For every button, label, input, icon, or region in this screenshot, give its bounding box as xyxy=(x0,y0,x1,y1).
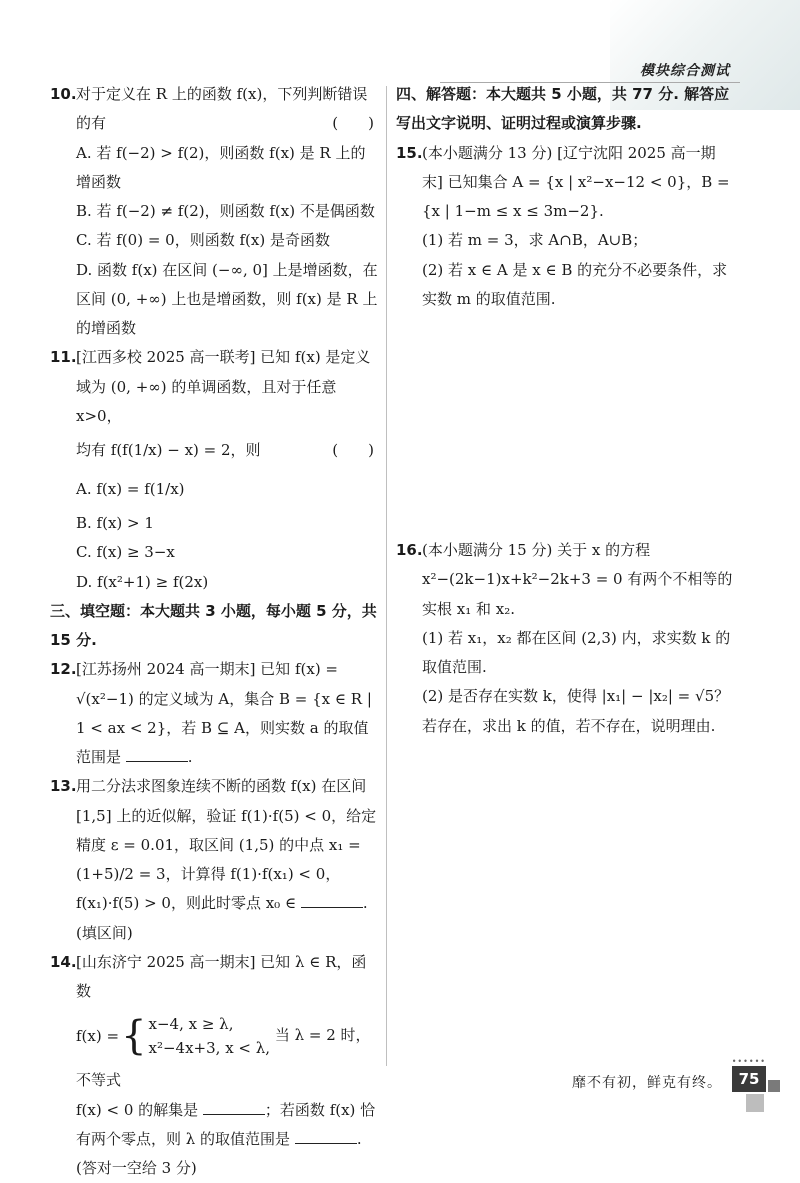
page-decoration xyxy=(746,1094,764,1112)
section-fill-blank-heading: 三、填空题：本大题共 3 小题，每小题 5 分，共 15 分. xyxy=(50,601,377,649)
option-c: C. f(x) ≥ 3−x xyxy=(76,543,175,562)
question-end: . (填区间) xyxy=(76,894,368,942)
right-column xyxy=(396,80,734,741)
question-10 xyxy=(50,80,380,139)
question-stem: [江苏扬州 2024 高一期末] 已知 f(x) = √(x²−1) 的定义域为 A，集合 B = {x ∈ R | 1 < ax < 2}，若 B ⊆ A，则实数 a 的取值范围是 xyxy=(76,660,372,766)
question-stem: (本小题满分 13 分) [辽宁沈阳 2025 高一期末] 已知集合 A = {x | x²−x−12 < 0}，B = {x | 1−m ≤ x ≤ 3m−2}. xyxy=(422,143,730,220)
question-16 xyxy=(396,536,734,624)
question-stem: 对于定义在 R 上的函数 f(x)，下列判断错误的有 xyxy=(76,85,368,133)
function-name: f(x) = xyxy=(76,1026,120,1045)
page-dots: •••••• xyxy=(731,1057,766,1066)
sub-question-1: (1) 若 m = 3，求 A∩B，A∪B； xyxy=(422,231,648,250)
question-part-1: f(x) < 0 的解集是 xyxy=(76,1100,199,1119)
answer-bracket: ( ) xyxy=(332,441,374,459)
question-11-condition xyxy=(50,431,380,470)
module-title: 模块综合测试 xyxy=(640,63,730,79)
question-number: 13. xyxy=(50,777,77,796)
column-divider xyxy=(386,86,387,1066)
answer-blank-2[interactable] xyxy=(295,1129,357,1144)
page-decoration xyxy=(768,1080,780,1092)
sub-question-2: (2) 若 x ∈ A 是 x ∈ B 的充分不必要条件，求实数 m 的取值范围. xyxy=(422,260,728,308)
question-stem: [山东济宁 2025 高一期末] 已知 λ ∈ R，函数 xyxy=(76,952,367,1000)
option-b: B. 若 f(−2) ≠ f(2)，则函数 f(x) 不是偶函数 xyxy=(76,202,375,220)
option-b: B. f(x) > 1 xyxy=(76,514,154,532)
question-stem-2: 均有 f(f(1/x) − x) = 2，则 xyxy=(76,441,261,459)
answer-space[interactable] xyxy=(396,314,734,536)
answer-blank[interactable] xyxy=(126,747,188,762)
question-number: 11. xyxy=(50,348,77,367)
question-number: 12. xyxy=(50,660,77,679)
brace-symbol: { xyxy=(121,1013,147,1060)
question-12 xyxy=(50,655,380,772)
question-13 xyxy=(50,772,380,948)
option-d: D. 函数 f(x) 在区间 (−∞, 0] 上是增函数，在区间 (0, +∞) 上也是增函数，则 f(x) 是 R 上的增函数 xyxy=(76,260,378,337)
question-end: . xyxy=(187,748,193,766)
question-number: 14. xyxy=(50,952,77,971)
question-stem: [江西多校 2025 高一联考] 已知 f(x) 是定义域为 (0, +∞) 的单调函数，且对于任意 x>0， xyxy=(76,348,371,425)
case-1: x−4, x ≥ λ, xyxy=(148,1015,234,1034)
case-2: x²−4x+3, x < λ, xyxy=(148,1039,271,1058)
question-number: 16. xyxy=(396,541,423,559)
option-c: C. 若 f(0) = 0，则函数 f(x) 是奇函数 xyxy=(76,231,330,250)
answer-blank[interactable] xyxy=(301,893,363,908)
answer-bracket: ( ) xyxy=(332,114,374,133)
question-number: 10. xyxy=(50,85,77,103)
condition: 当 λ = 2 时，不等式 xyxy=(76,1026,371,1090)
question-stem: (本小题满分 15 分) 关于 x 的方程 x²−(2k−1)x+k²−2k+3 = 0 有两个不相等的实根 x₁ 和 x₂. xyxy=(422,541,733,618)
section-answer-heading: 四、解答题：本大题共 5 小题，共 77 分. 解答应写出文字说明、证明过程或演算步骤. xyxy=(396,85,730,133)
question-stem: 用二分法求图象连续不断的函数 f(x) 在区间 [1,5] 上的近似解，验证 f(1)·f(5) < 0，给定精度 ε = 0.01，取区间 (1,5) 的中点 x₁ = (1+5)/2 = 3，计算得 f(1)·f(x₁) < 0，f(x₁)·f(5) > 0，则此时零点 x₀ ∈ xyxy=(76,777,377,913)
question-14 xyxy=(50,948,380,1183)
question-number: 15. xyxy=(396,143,423,162)
answer-blank-1[interactable] xyxy=(203,1100,265,1115)
page-number: 75 xyxy=(732,1066,766,1092)
piecewise-function xyxy=(76,1012,270,1060)
question-end: . (答对一空给 3 分) xyxy=(76,1129,362,1177)
question-11 xyxy=(50,343,380,431)
left-column xyxy=(50,80,380,1183)
option-d: D. f(x²+1) ≥ f(2x) xyxy=(76,572,209,591)
sub-question-1: (1) 若 x₁，x₂ 都在区间 (2,3) 内，求实数 k 的取值范围. xyxy=(422,628,731,676)
option-a: A. f(x) = f(1/x) xyxy=(76,480,185,498)
piecewise-cases xyxy=(149,1012,271,1060)
option-a: A. 若 f(−2) > f(2)，则函数 f(x) 是 R 上的增函数 xyxy=(76,143,366,191)
sub-question-2: (2) 是否存在实数 k，使得 |x₁| − |x₂| = √5？若存在，求出 k 的值，若不存在，说明理由. xyxy=(422,687,730,735)
question-15 xyxy=(396,139,734,227)
footer-motto: 靡不有初，鲜克有终。 xyxy=(572,1075,722,1091)
question-part-2: ；若函数 f(x) 恰有两个零点，则 λ 的取值范围是 xyxy=(76,1100,376,1148)
